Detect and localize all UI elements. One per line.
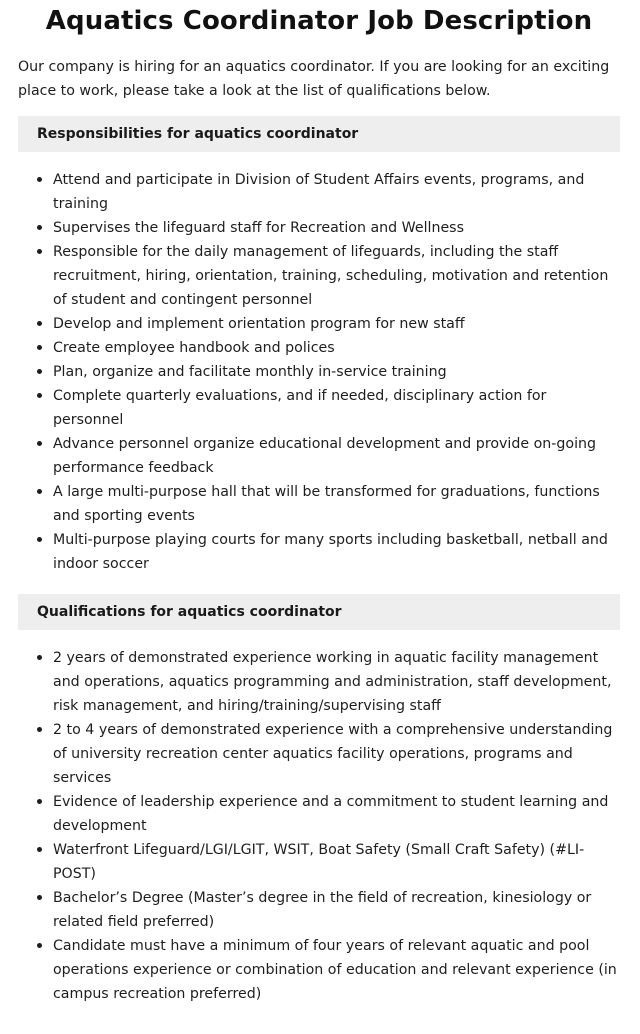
- list-item-text: Advance personnel organize educational development and provide on-going performance feedback: [53, 436, 597, 476]
- intro-paragraph: Our company is hiring for an aquatics coordinator. If you are looking for an exciting place to work, please take a look at the list of qualifications below.: [18, 59, 610, 99]
- list-item-text: Responsible for the daily management of lifeguards, including the staff recruitment, hiring, orientation, training, scheduling, motivation and retention of student and contingent personnel: [53, 244, 609, 308]
- list-item: [18, 336, 620, 360]
- list-item-text: Create employee handbook and polices: [53, 340, 335, 356]
- list-item-text: Candidate must have a minimum of four years of relevant aquatic and pool operations experience or combination of education and relevant experience (in campus recreation preferred): [53, 938, 617, 1002]
- list-item-text: Supervises the lifeguard staff for Recreation and Wellness: [53, 220, 464, 236]
- list-item: [18, 432, 620, 480]
- list-item: [18, 934, 620, 1006]
- list-item: [18, 528, 620, 576]
- bullet-icon: [37, 799, 42, 804]
- bullet-icon: [37, 321, 42, 326]
- page-title: Aquatics Coordinator Job Description: [45, 6, 593, 36]
- list-item-text: Plan, organize and facilitate monthly in-service training: [53, 364, 447, 380]
- bullet-icon: [37, 177, 42, 182]
- responsibilities-header: [18, 116, 620, 152]
- bullet-icon: [37, 225, 42, 230]
- bullet-icon: [37, 393, 42, 398]
- qualifications-list: [18, 646, 620, 1006]
- list-item-text: 2 years of demonstrated experience working in aquatic facility management and operations, aquatics programming and administration, staff development, risk management, and hiring/training/supervising staff: [53, 650, 612, 714]
- list-item-text: Complete quarterly evaluations, and if needed, disciplinary action for personnel: [53, 388, 547, 428]
- list-item-text: A large multi-purpose hall that will be transformed for graduations, functions and sporting events: [53, 484, 600, 524]
- bullet-icon: [37, 895, 42, 900]
- qualifications-heading: Qualifications for aquatics coordinator: [37, 604, 342, 620]
- responsibilities-heading: Responsibilities for aquatics coordinator: [37, 126, 359, 142]
- list-item: [18, 240, 620, 312]
- qualifications-header: [18, 594, 620, 630]
- list-item-text: Develop and implement orientation program for new staff: [53, 316, 465, 332]
- bullet-icon: [37, 489, 42, 494]
- list-item: [18, 838, 620, 886]
- list-item-text: Bachelor’s Degree (Master’s degree in the field of recreation, kinesiology or related field preferred): [53, 890, 592, 930]
- bullet-icon: [37, 537, 42, 542]
- bullet-icon: [37, 727, 42, 732]
- bullet-icon: [37, 655, 42, 660]
- bullet-icon: [37, 345, 42, 350]
- bullet-icon: [37, 369, 42, 374]
- bullet-icon: [37, 847, 42, 852]
- list-item: [18, 168, 620, 216]
- list-item: [18, 790, 620, 838]
- responsibilities-list: [18, 168, 620, 576]
- list-item: [18, 384, 620, 432]
- list-item-text: Attend and participate in Division of Student Affairs events, programs, and training: [53, 172, 585, 212]
- list-item: [18, 216, 620, 240]
- bullet-icon: [37, 943, 42, 948]
- list-item: [18, 646, 620, 718]
- list-item: [18, 718, 620, 790]
- list-item-text: Evidence of leadership experience and a commitment to student learning and development: [53, 794, 609, 834]
- bullet-icon: [37, 249, 42, 254]
- list-item: [18, 312, 620, 336]
- list-item: [18, 360, 620, 384]
- list-item-text: Multi-purpose playing courts for many sports including basketball, netball and indoor soccer: [53, 532, 608, 572]
- list-item: [18, 480, 620, 528]
- list-item: [18, 886, 620, 934]
- list-item-text: 2 to 4 years of demonstrated experience with a comprehensive understanding of university recreation center aquatics facility operations, programs and services: [53, 722, 613, 786]
- bullet-icon: [37, 441, 42, 446]
- list-item-text: Waterfront Lifeguard/LGI/LGIT, WSIT, Boat Safety (Small Craft Safety) (#LI-POST): [53, 842, 585, 882]
